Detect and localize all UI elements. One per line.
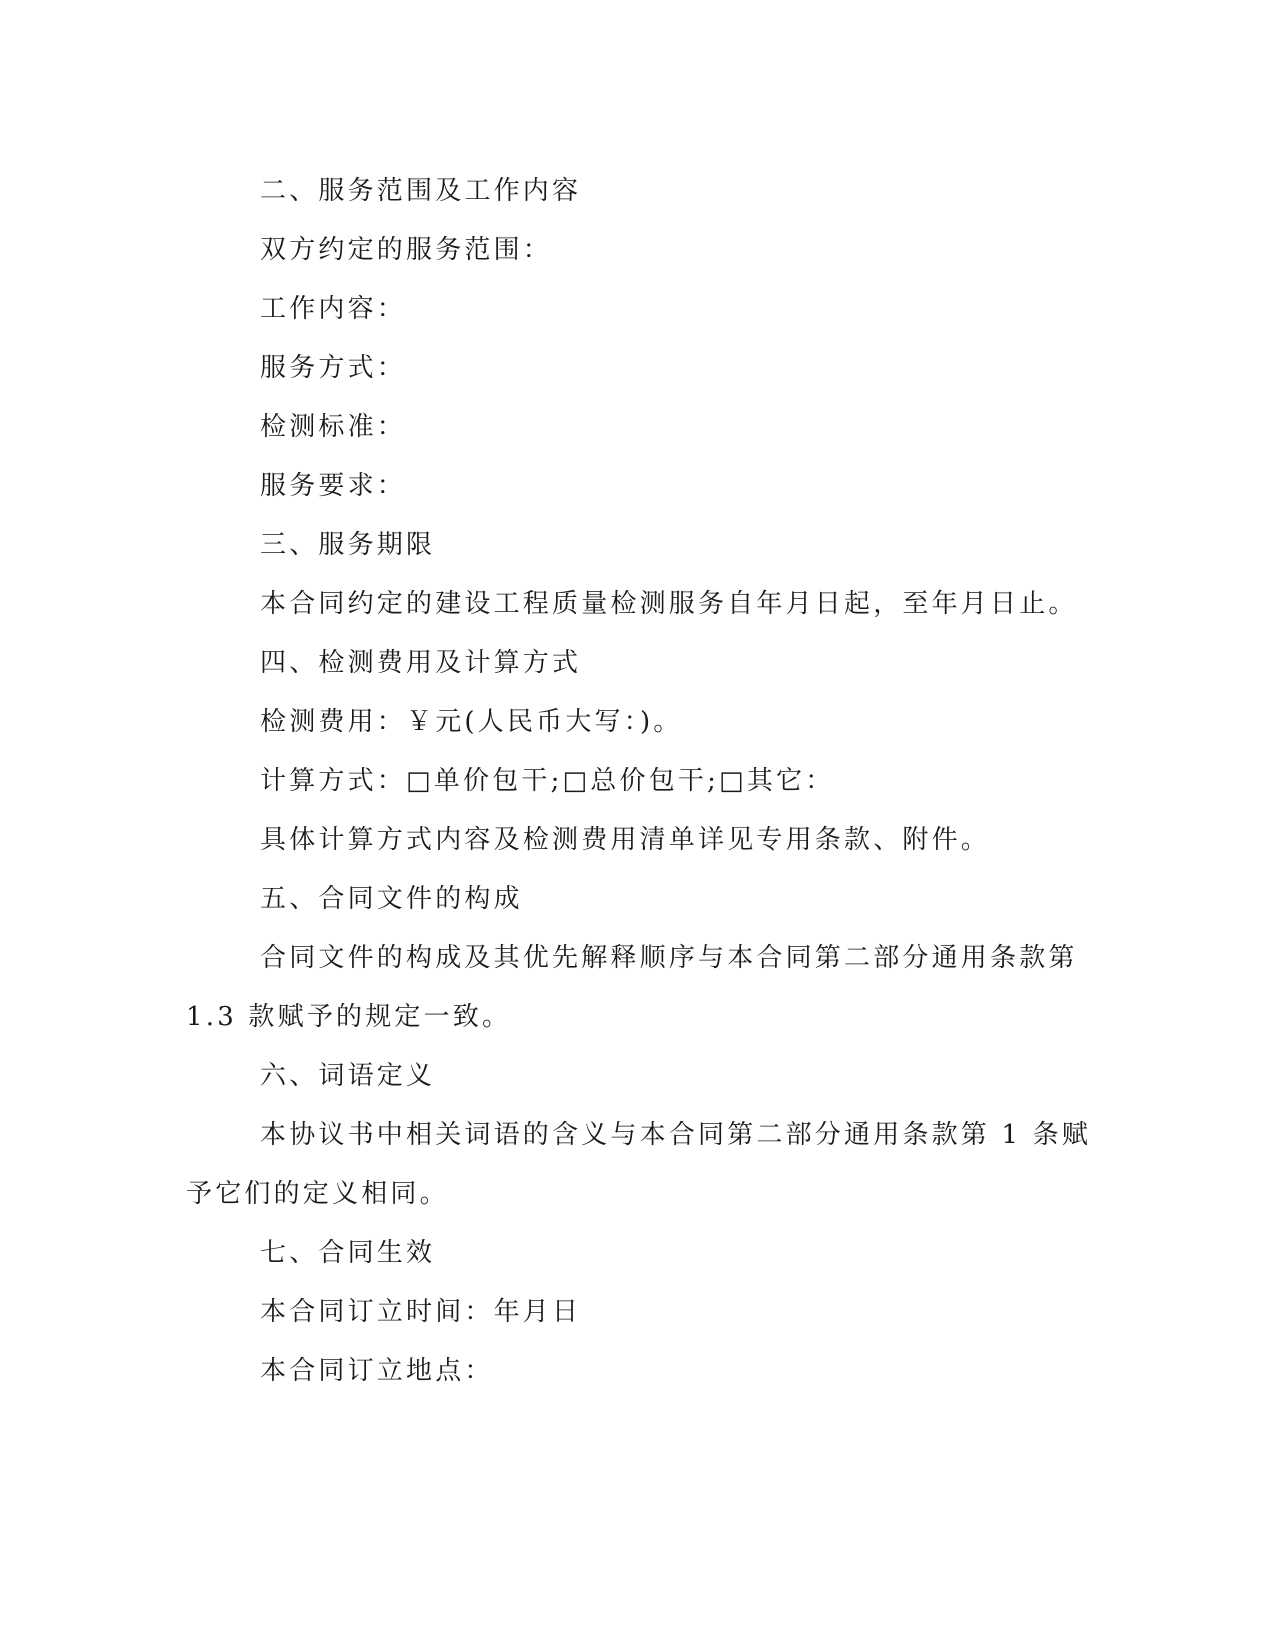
paragraph-contract-documents-line1: 合同文件的构成及其优先解释顺序与本合同第二部分通用条款第 [260,943,1078,973]
paragraph-definitions-line2: 予它们的定义相同。 [186,1179,449,1209]
field-signing-date: 本合同订立时间：年月日 [260,1297,582,1327]
field-work-content: 工作内容： [260,294,407,324]
field-testing-standard: 检测标准： [260,412,407,442]
section-heading-contract-effect: 七、合同生效 [260,1238,436,1268]
field-signing-place: 本合同订立地点： [260,1356,494,1386]
paragraph-definitions-line1: 本协议书中相关词语的含义与本合同第二部分通用条款第 1 条赋 [260,1120,1092,1150]
document-body [186,162,1092,1401]
field-service-requirements: 服务要求： [260,471,407,501]
field-service-method: 服务方式： [260,353,407,383]
paragraph-contract-documents-line2: 1.3 款赋予的规定一致。 [186,1002,512,1032]
paragraph-calculation-details: 具体计算方式内容及检测费用清单详见专用条款、附件。 [260,825,991,855]
section-heading-contract-documents: 五、合同文件的构成 [260,884,523,914]
section-heading-service-period: 三、服务期限 [260,530,436,560]
section-heading-definitions: 六、词语定义 [260,1061,436,1091]
paragraph-service-period: 本合同约定的建设工程质量检测服务自年月日起，至年月日止。 [260,589,1078,619]
field-calculation-method: 计算方式：□单价包干;□总价包干;□其它： [260,766,835,796]
section-heading-fees: 四、检测费用及计算方式 [260,648,582,678]
field-agreed-service-scope: 双方约定的服务范围： [260,235,553,265]
section-heading-service-scope: 二、服务范围及工作内容 [260,176,582,206]
field-testing-fee: 检测费用：￥元(人民币大写：)。 [260,707,683,737]
